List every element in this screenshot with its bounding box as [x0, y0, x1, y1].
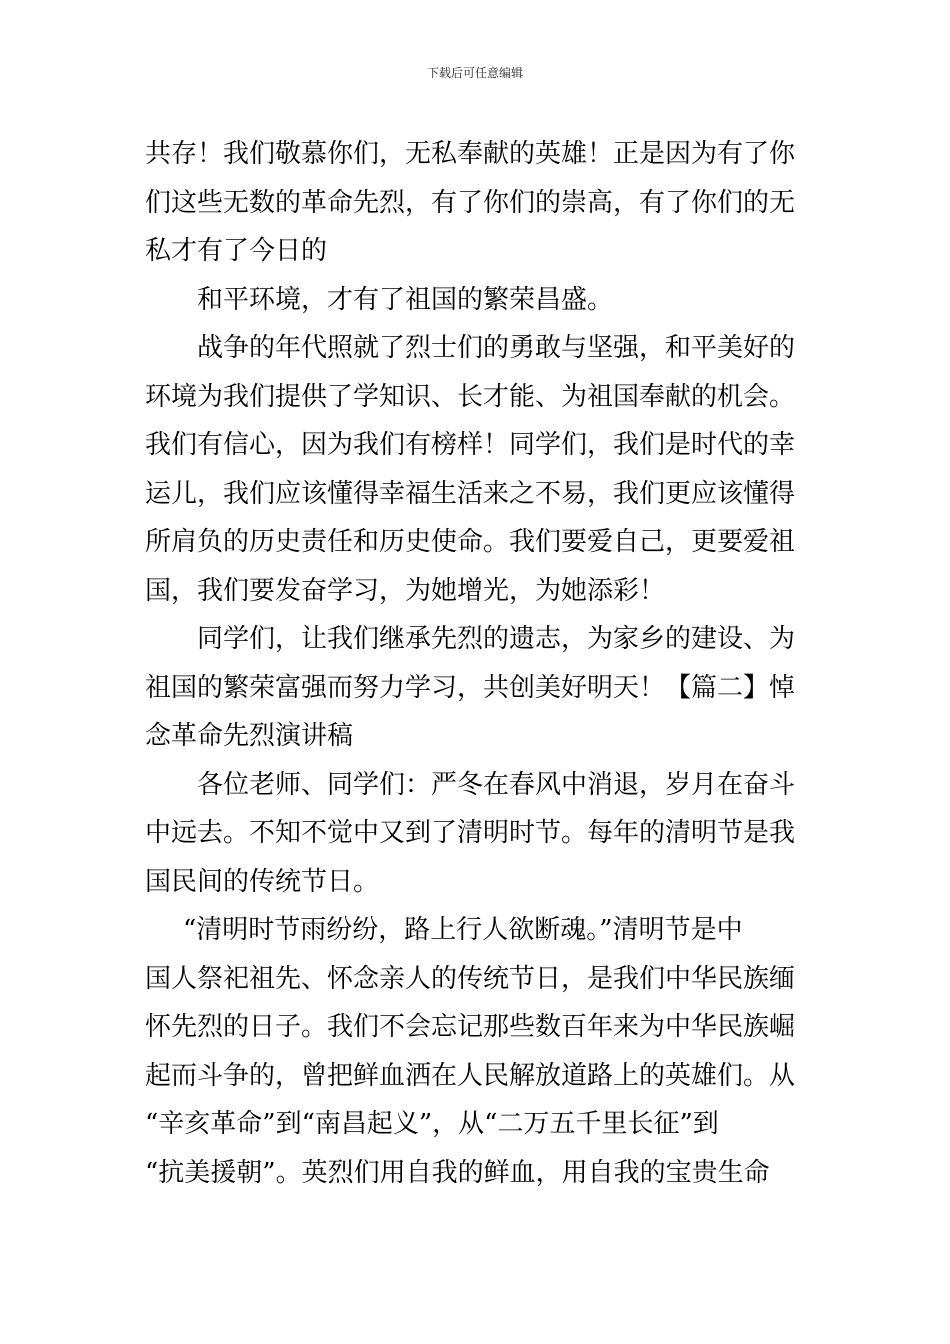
page-header: 下载后可任意编辑: [426, 66, 523, 80]
paragraph-2: [145, 276, 810, 325]
text-line: “清明时节雨纷纷，路上行人欲断魂。”清明节是中: [183, 915, 743, 945]
text-line: 国，我们要发奋学习，为她增光，为她添彩！: [145, 575, 666, 606]
text-line: 战争的年代照就了烈士们的勇敢与坚强，和平美好的: [197, 333, 796, 363]
text-line: 中远去。不知不觉中又到了清明时节。每年的清明节是我: [145, 818, 796, 848]
text-line: “辛亥革命”到“南昌起义”，从“二万五千里长征”到: [145, 1109, 719, 1139]
text-line: 环境为我们提供了学知识、长才能、为祖国奉献的机会。: [145, 381, 796, 412]
text-line: 国人祭祀祖先、怀念亲人的传统节日，是我们中华民族缅: [145, 963, 796, 994]
text-line: 起而斗争的，曾把鲜血洒在人民解放道路上的英雄们。从: [145, 1060, 796, 1091]
text-line: 运儿，我们应该懂得幸福生活来之不易，我们更应该懂得: [145, 478, 796, 509]
text-line: 念革命先烈演讲稿: [145, 721, 354, 751]
text-line: 同学们，让我们继承先烈的遗志，为家乡的建设、为: [197, 624, 796, 654]
text-line: 国民间的传统节日。: [145, 866, 380, 897]
text-line: 私才有了今日的: [145, 236, 328, 266]
text-line: “抗美援朝”。英烈们用自我的鲜血，用自我的宝贵生命: [145, 1157, 770, 1188]
text-line: 和平环境，才有了祖国的繁荣昌盛。: [197, 284, 614, 315]
text-line: 所肩负的历史责任和历史使命。我们要爱自己，更要爱祖: [145, 527, 796, 557]
paragraph-3: [145, 324, 810, 615]
text-line: 各位老师、同学们：严冬在春风中消退，岁月在奋斗: [197, 769, 796, 800]
document-body: [145, 130, 810, 1197]
text-line: 祖国的繁荣富强而努力学习，共创美好明天！【篇二】悼: [145, 672, 796, 703]
text-line: 怀先烈的日子。我们不会忘记那些数百年来为中华民族崛: [145, 1012, 796, 1042]
text-line: 共存！我们敬慕你们，无私奉献的英雄！正是因为有了你: [145, 139, 796, 169]
text-line: 们这些无数的革命先烈，有了你们的崇高，有了你们的无: [145, 187, 796, 218]
paragraph-1: [145, 130, 810, 276]
text-line: 我们有信心，因为我们有榜样！同学们，我们是时代的幸: [145, 430, 796, 460]
paragraph-6: [145, 906, 810, 1197]
paragraph-4: [145, 615, 810, 761]
paragraph-5: [145, 761, 810, 907]
